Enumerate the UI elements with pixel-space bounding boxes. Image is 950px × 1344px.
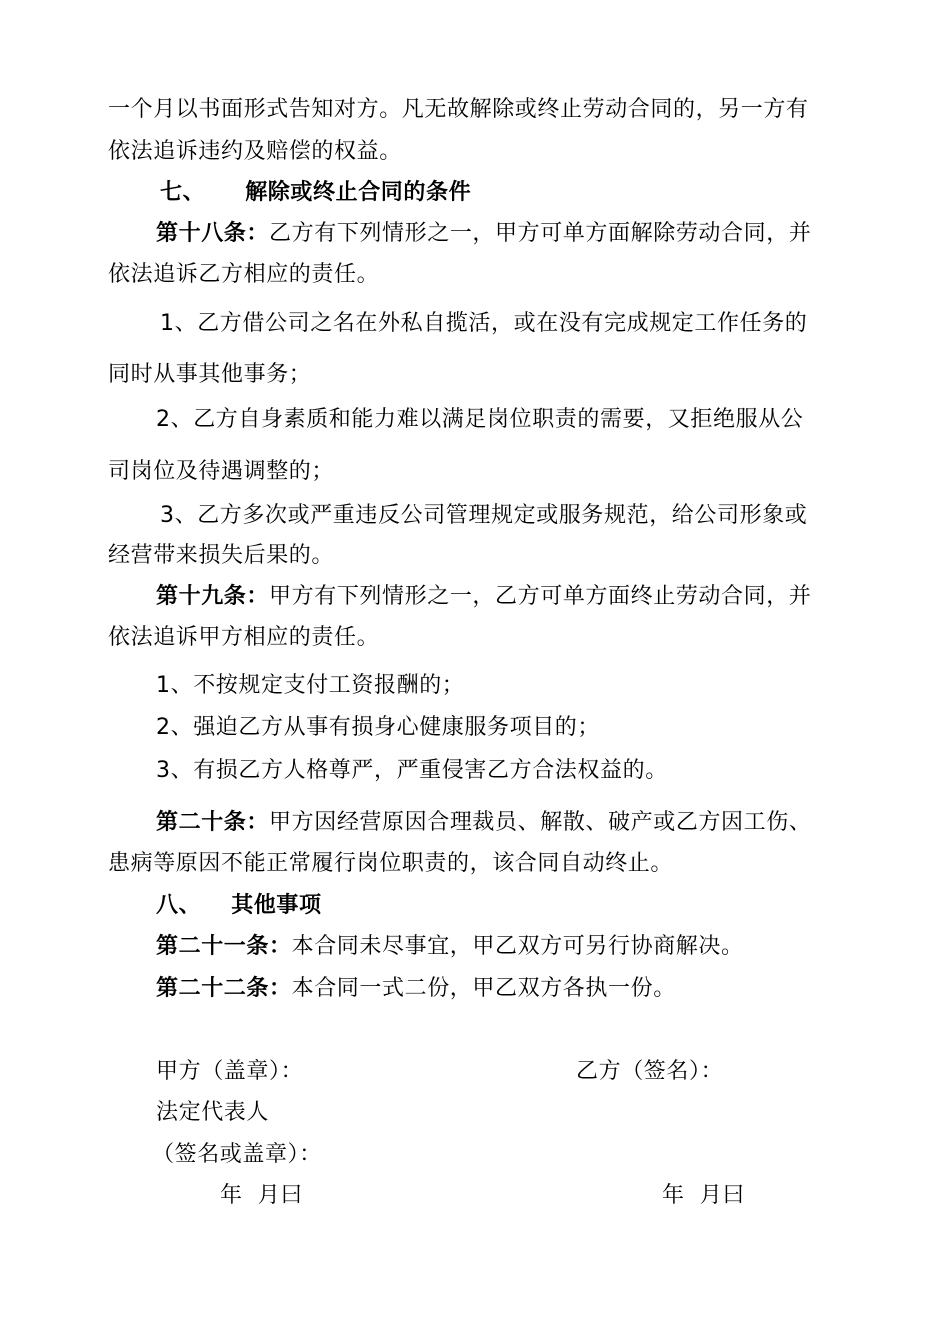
- party-a-seal-label: 甲方（盖章）：: [156, 1059, 304, 1084]
- article-18-line-2: 依法追诉乙方相应的责任。: [108, 262, 380, 287]
- article-22-label: 第二十二条：: [156, 976, 292, 1001]
- legal-representative-label: 法定代表人: [156, 1100, 270, 1125]
- intro-line-1: 一个月以书面形式告知对方。凡无故解除或终止劳动合同的，另一方有: [108, 97, 809, 122]
- section-7-heading: [160, 178, 471, 208]
- section-7-title: 解除或终止合同的条件: [245, 180, 472, 205]
- article-20-text: 甲方因经营原因合理裁员、解散、破产或乙方因工伤、: [269, 810, 812, 835]
- article-18-label: 第十八条：: [156, 221, 270, 246]
- article-20-line-2: 患病等原因不能正常履行岗位职责的，该合同自动终止。: [108, 851, 674, 876]
- article-19-label: 第十九条：: [156, 584, 270, 609]
- article-21-text: 本合同未尽事宜，甲乙双方可另行协商解决。: [291, 934, 744, 959]
- article-20-label: 第二十条：: [156, 810, 270, 835]
- article-18-text: 乙方有下列情形之一，甲方可单方面解除劳动合同，并: [269, 221, 812, 246]
- article-22: [156, 974, 676, 1004]
- article-19-line-1: [156, 582, 811, 612]
- article-18-item-3-line-2: 经营带来损失后果的。: [108, 543, 335, 568]
- party-a-date: 年 月曰: [220, 1183, 303, 1208]
- article-18-item-2-line-2: 司岗位及待遇调整的；: [108, 459, 335, 484]
- party-b-date: 年 月曰: [662, 1183, 745, 1208]
- section-8-heading: [156, 891, 322, 921]
- article-21-label: 第二十一条：: [156, 934, 292, 959]
- article-18-item-2-line-1: 2、乙方自身素质和能力难以满足岗位职责的需要，又拒绝服从公: [156, 407, 804, 432]
- article-21: [156, 932, 744, 962]
- article-20-line-1: [156, 808, 811, 838]
- article-19-item-1: 1、不按规定支付工资报酬的；: [156, 673, 465, 698]
- section-7-number: 七、: [160, 180, 206, 205]
- article-19-item-3: 3、有损乙方人格尊严，严重侵害乙方合法权益的。: [156, 758, 668, 783]
- sign-or-seal-label: （签名或盖章）：: [152, 1142, 322, 1167]
- article-22-text: 本合同一式二份，甲乙双方各执一份。: [291, 976, 676, 1001]
- article-18-item-1-line-1: 1、乙方借公司之名在外私自揽活，或在没有完成规定工作任务的: [160, 311, 808, 336]
- article-19-line-2: 依法追诉甲方相应的责任。: [108, 625, 380, 650]
- article-19-text: 甲方有下列情形之一，乙方可单方面终止劳动合同，并: [269, 584, 812, 609]
- article-19-item-2: 2、强迫乙方从事有损身心健康服务项目的；: [156, 715, 600, 740]
- party-b-sign-label: 乙方（签名）：: [576, 1059, 724, 1084]
- article-18-item-1-line-2: 同时从事其他事务；: [108, 362, 312, 387]
- intro-line-2: 依法追诉违约及赔偿的权益。: [108, 139, 402, 164]
- article-18-item-3-line-1: 3、乙方多次或严重违反公司管理规定或服务规范，给公司形象或: [160, 503, 808, 528]
- article-18-line-1: [156, 219, 811, 249]
- section-8-title: 其他事项: [231, 893, 322, 918]
- section-8-number: 八、: [156, 893, 202, 918]
